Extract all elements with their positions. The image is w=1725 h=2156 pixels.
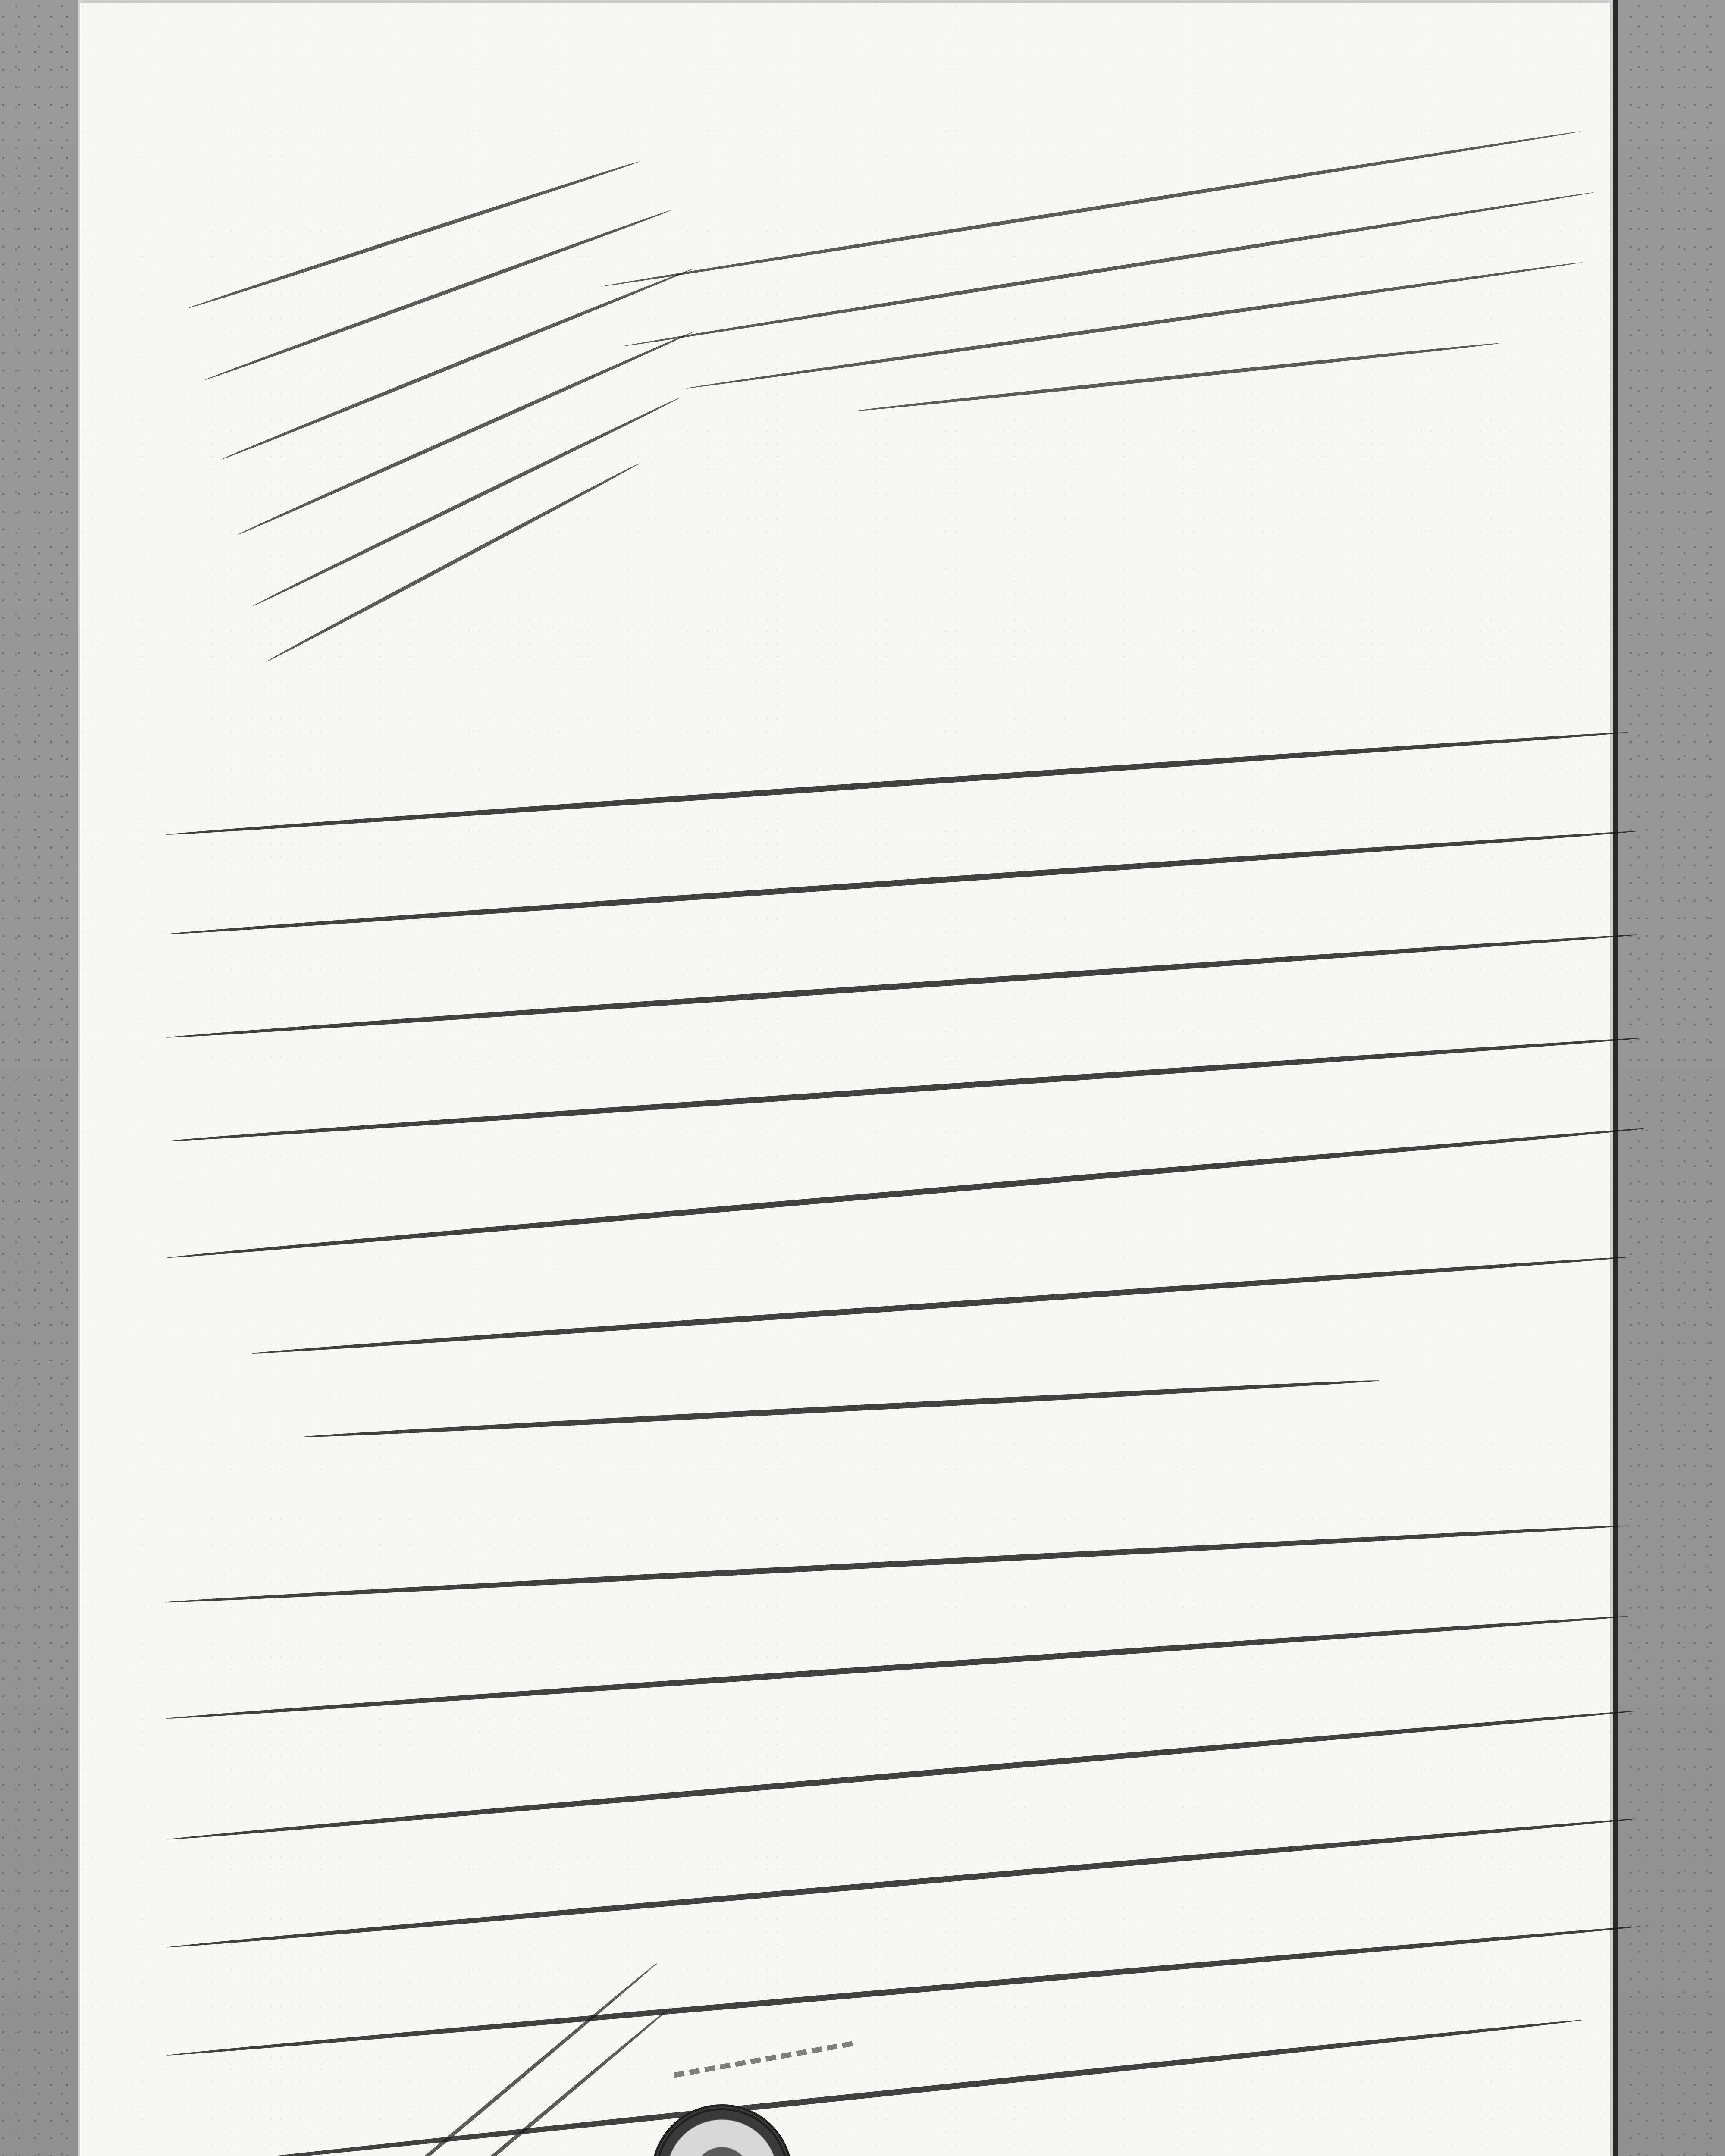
marginal-note-line xyxy=(204,209,671,382)
body-text-line xyxy=(166,828,1637,937)
document-page xyxy=(78,0,1618,2156)
marginal-note-line xyxy=(265,461,640,663)
body-text-line xyxy=(251,1254,1628,1356)
marginal-note-line xyxy=(252,396,680,608)
body-text-line xyxy=(166,1035,1642,1144)
marginal-note-line xyxy=(372,2006,671,2156)
body-text-line xyxy=(166,729,1629,837)
body-text-line xyxy=(165,1523,1629,1605)
handwritten-text-block xyxy=(164,181,1656,2156)
body-text-line xyxy=(302,1378,1379,1440)
body-text-line xyxy=(166,1816,1636,1950)
body-text-line xyxy=(166,1708,1636,1843)
signature-mark xyxy=(674,2041,853,2078)
header-line xyxy=(601,129,1581,288)
header-line xyxy=(622,191,1594,348)
body-text-line xyxy=(166,932,1637,1041)
header-line xyxy=(686,260,1583,390)
body-text-line xyxy=(166,1125,1645,1261)
marginal-note-line xyxy=(188,160,640,310)
body-text-line xyxy=(166,1613,1629,1721)
